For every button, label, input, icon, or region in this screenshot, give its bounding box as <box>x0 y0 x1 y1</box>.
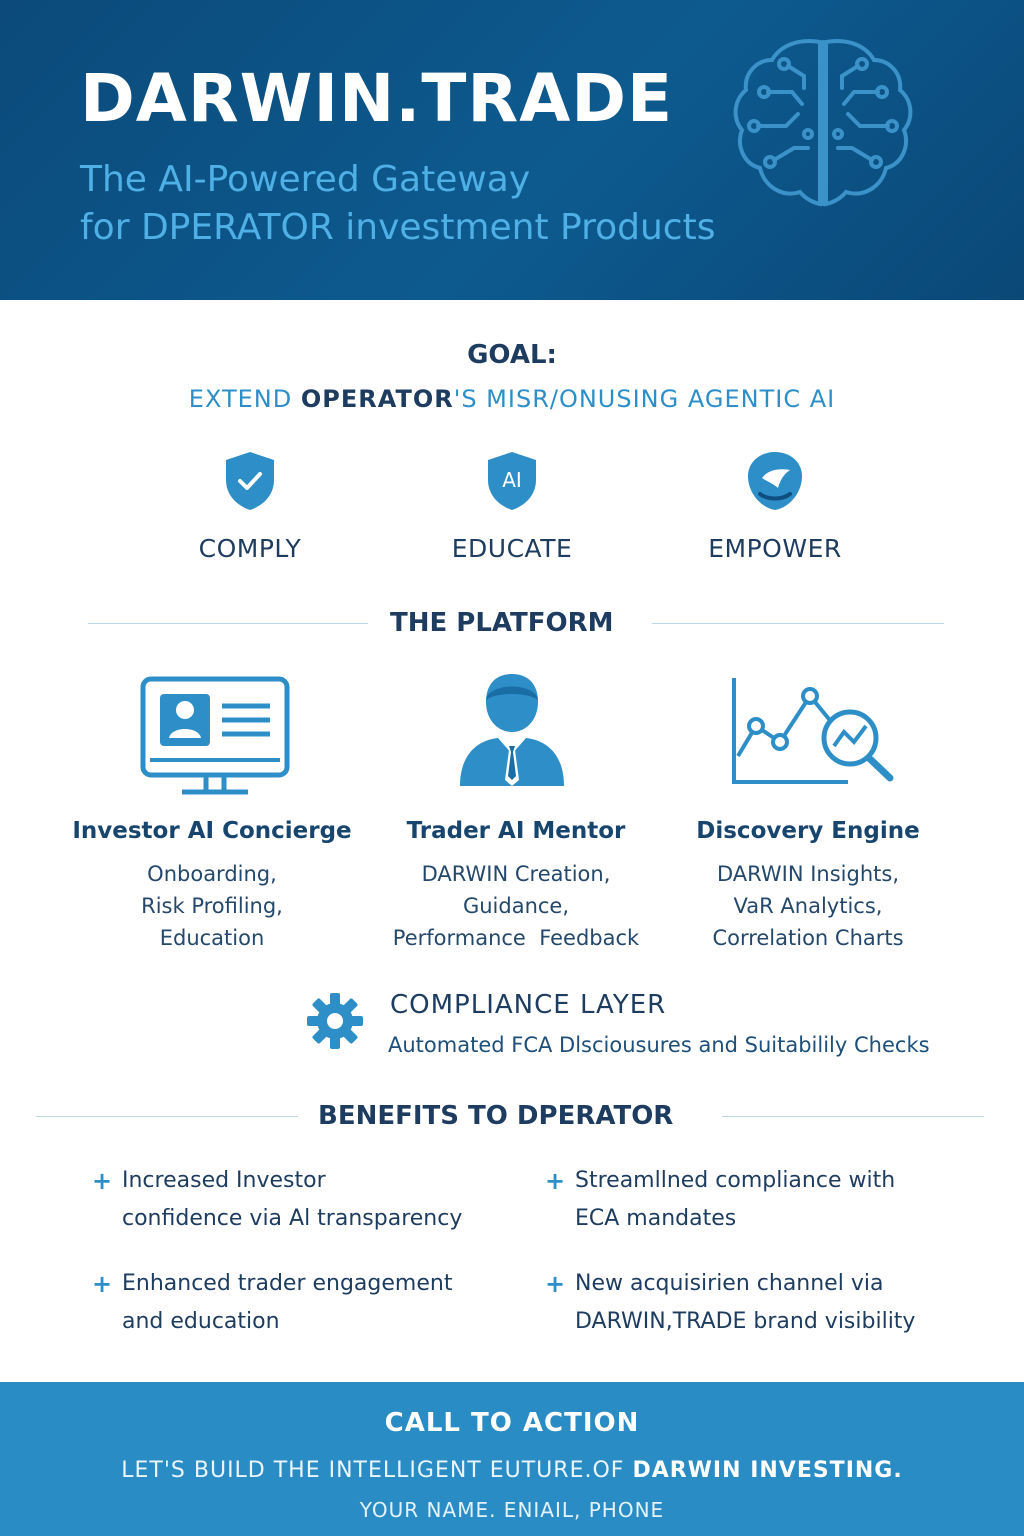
tagline-line-2: for DPERATOR investment Products <box>80 207 716 248</box>
feature-line: Performance Feedback <box>392 926 640 950</box>
pillar-label: EMPOWER <box>708 534 842 563</box>
shield-check-icon <box>222 450 278 512</box>
benefit-line: Streamllned compliance with <box>575 1168 896 1193</box>
svg-text:AI: AI <box>502 468 522 492</box>
divider <box>88 623 368 624</box>
brain-circuit-icon <box>728 30 918 220</box>
plus-icon: + <box>545 1270 566 1298</box>
platform-title: THE PLATFORM <box>390 608 614 638</box>
benefit-item <box>92 1162 532 1238</box>
ai-shield-icon <box>484 450 540 512</box>
pillar-educate <box>412 450 612 563</box>
pillar-comply <box>150 450 350 563</box>
goal-text-pre: EXTEND <box>188 385 301 413</box>
plus-icon: + <box>545 1167 566 1195</box>
header-banner <box>0 0 1024 300</box>
pillar-label: COMPLY <box>198 534 302 563</box>
benefit-item <box>92 1265 532 1341</box>
call-to-action-banner <box>0 1382 1024 1536</box>
feature-description <box>658 858 958 954</box>
goal-text <box>0 385 1024 413</box>
brand-title: DARWIN.TRADE <box>80 60 674 137</box>
feature-line: Risk Profiling, <box>141 894 283 918</box>
monitor-profile-icon <box>140 676 290 796</box>
cta-title: CALL TO ACTION <box>384 1408 640 1438</box>
feature-title: Trader AI Mentor <box>406 818 626 844</box>
cta-text <box>0 1458 1024 1483</box>
tagline-line-1: The AI-Powered Gateway <box>80 159 531 200</box>
feature-line: Guidance, <box>462 894 570 918</box>
feature-discovery-engine <box>658 818 958 954</box>
contact-info: YOUR NAME. ENIAIL, PHONE <box>359 1498 665 1522</box>
feature-trader-ai-mentor <box>366 818 666 954</box>
feature-line: DARWIN Creation, <box>421 862 611 886</box>
benefit-line: confidence via Al transparency <box>122 1206 463 1231</box>
feature-line: DARWIN Insights, <box>716 862 900 886</box>
goal-title: GOAL: <box>467 340 557 370</box>
empower-badge-icon <box>744 450 806 512</box>
feature-description <box>62 858 362 954</box>
goal-text-post: 'S MISR/ONUSING AGENTIC AI <box>453 385 836 413</box>
divider <box>652 623 944 624</box>
chart-magnifier-icon <box>728 676 898 788</box>
compliance-title: COMPLIANCE LAYER <box>390 990 667 1020</box>
gear-icon <box>305 991 365 1051</box>
person-icon <box>456 670 568 788</box>
feature-line: Onboarding, <box>147 862 277 886</box>
tagline <box>80 156 715 252</box>
cta-text-pre: LET'S BUILD THE INTELLIGENT EUTURE.OF <box>121 1458 633 1483</box>
feature-investor-ai-concierge <box>62 818 362 954</box>
divider <box>36 1116 298 1117</box>
divider <box>722 1116 984 1117</box>
benefit-line: ECA mandates <box>575 1206 737 1231</box>
feature-title: Investor AI Concierge <box>72 818 352 844</box>
plus-icon: + <box>92 1167 113 1195</box>
cta-text-bold: DARWIN INVESTING. <box>632 1458 903 1483</box>
feature-description <box>366 858 666 954</box>
feature-line: VaR Analytics, <box>733 894 883 918</box>
feature-line: Correlation Charts <box>712 926 904 950</box>
benefits-title: BENEFITS TO DPERATOR <box>318 1101 674 1131</box>
pillar-label: EDUCATE <box>451 534 573 563</box>
goal-text-bold: OPERATOR <box>300 385 454 413</box>
feature-title: Discovery Engine <box>696 818 920 844</box>
plus-icon: + <box>92 1270 113 1298</box>
feature-line: Education <box>159 926 265 950</box>
benefit-line: Enhanced trader engagement <box>122 1271 453 1296</box>
benefit-line: Increased Investor <box>122 1168 326 1193</box>
benefit-line: DARWIN,TRADE brand visibility <box>575 1309 916 1334</box>
benefit-line: and education <box>122 1309 280 1334</box>
benefit-item <box>545 1265 985 1341</box>
benefit-item <box>545 1162 985 1238</box>
pillar-empower <box>675 450 875 563</box>
benefit-line: New acquisirien channel via <box>575 1271 884 1296</box>
compliance-text: Automated FCA Dlsciousures and Suitabilily Checks <box>388 1033 930 1057</box>
